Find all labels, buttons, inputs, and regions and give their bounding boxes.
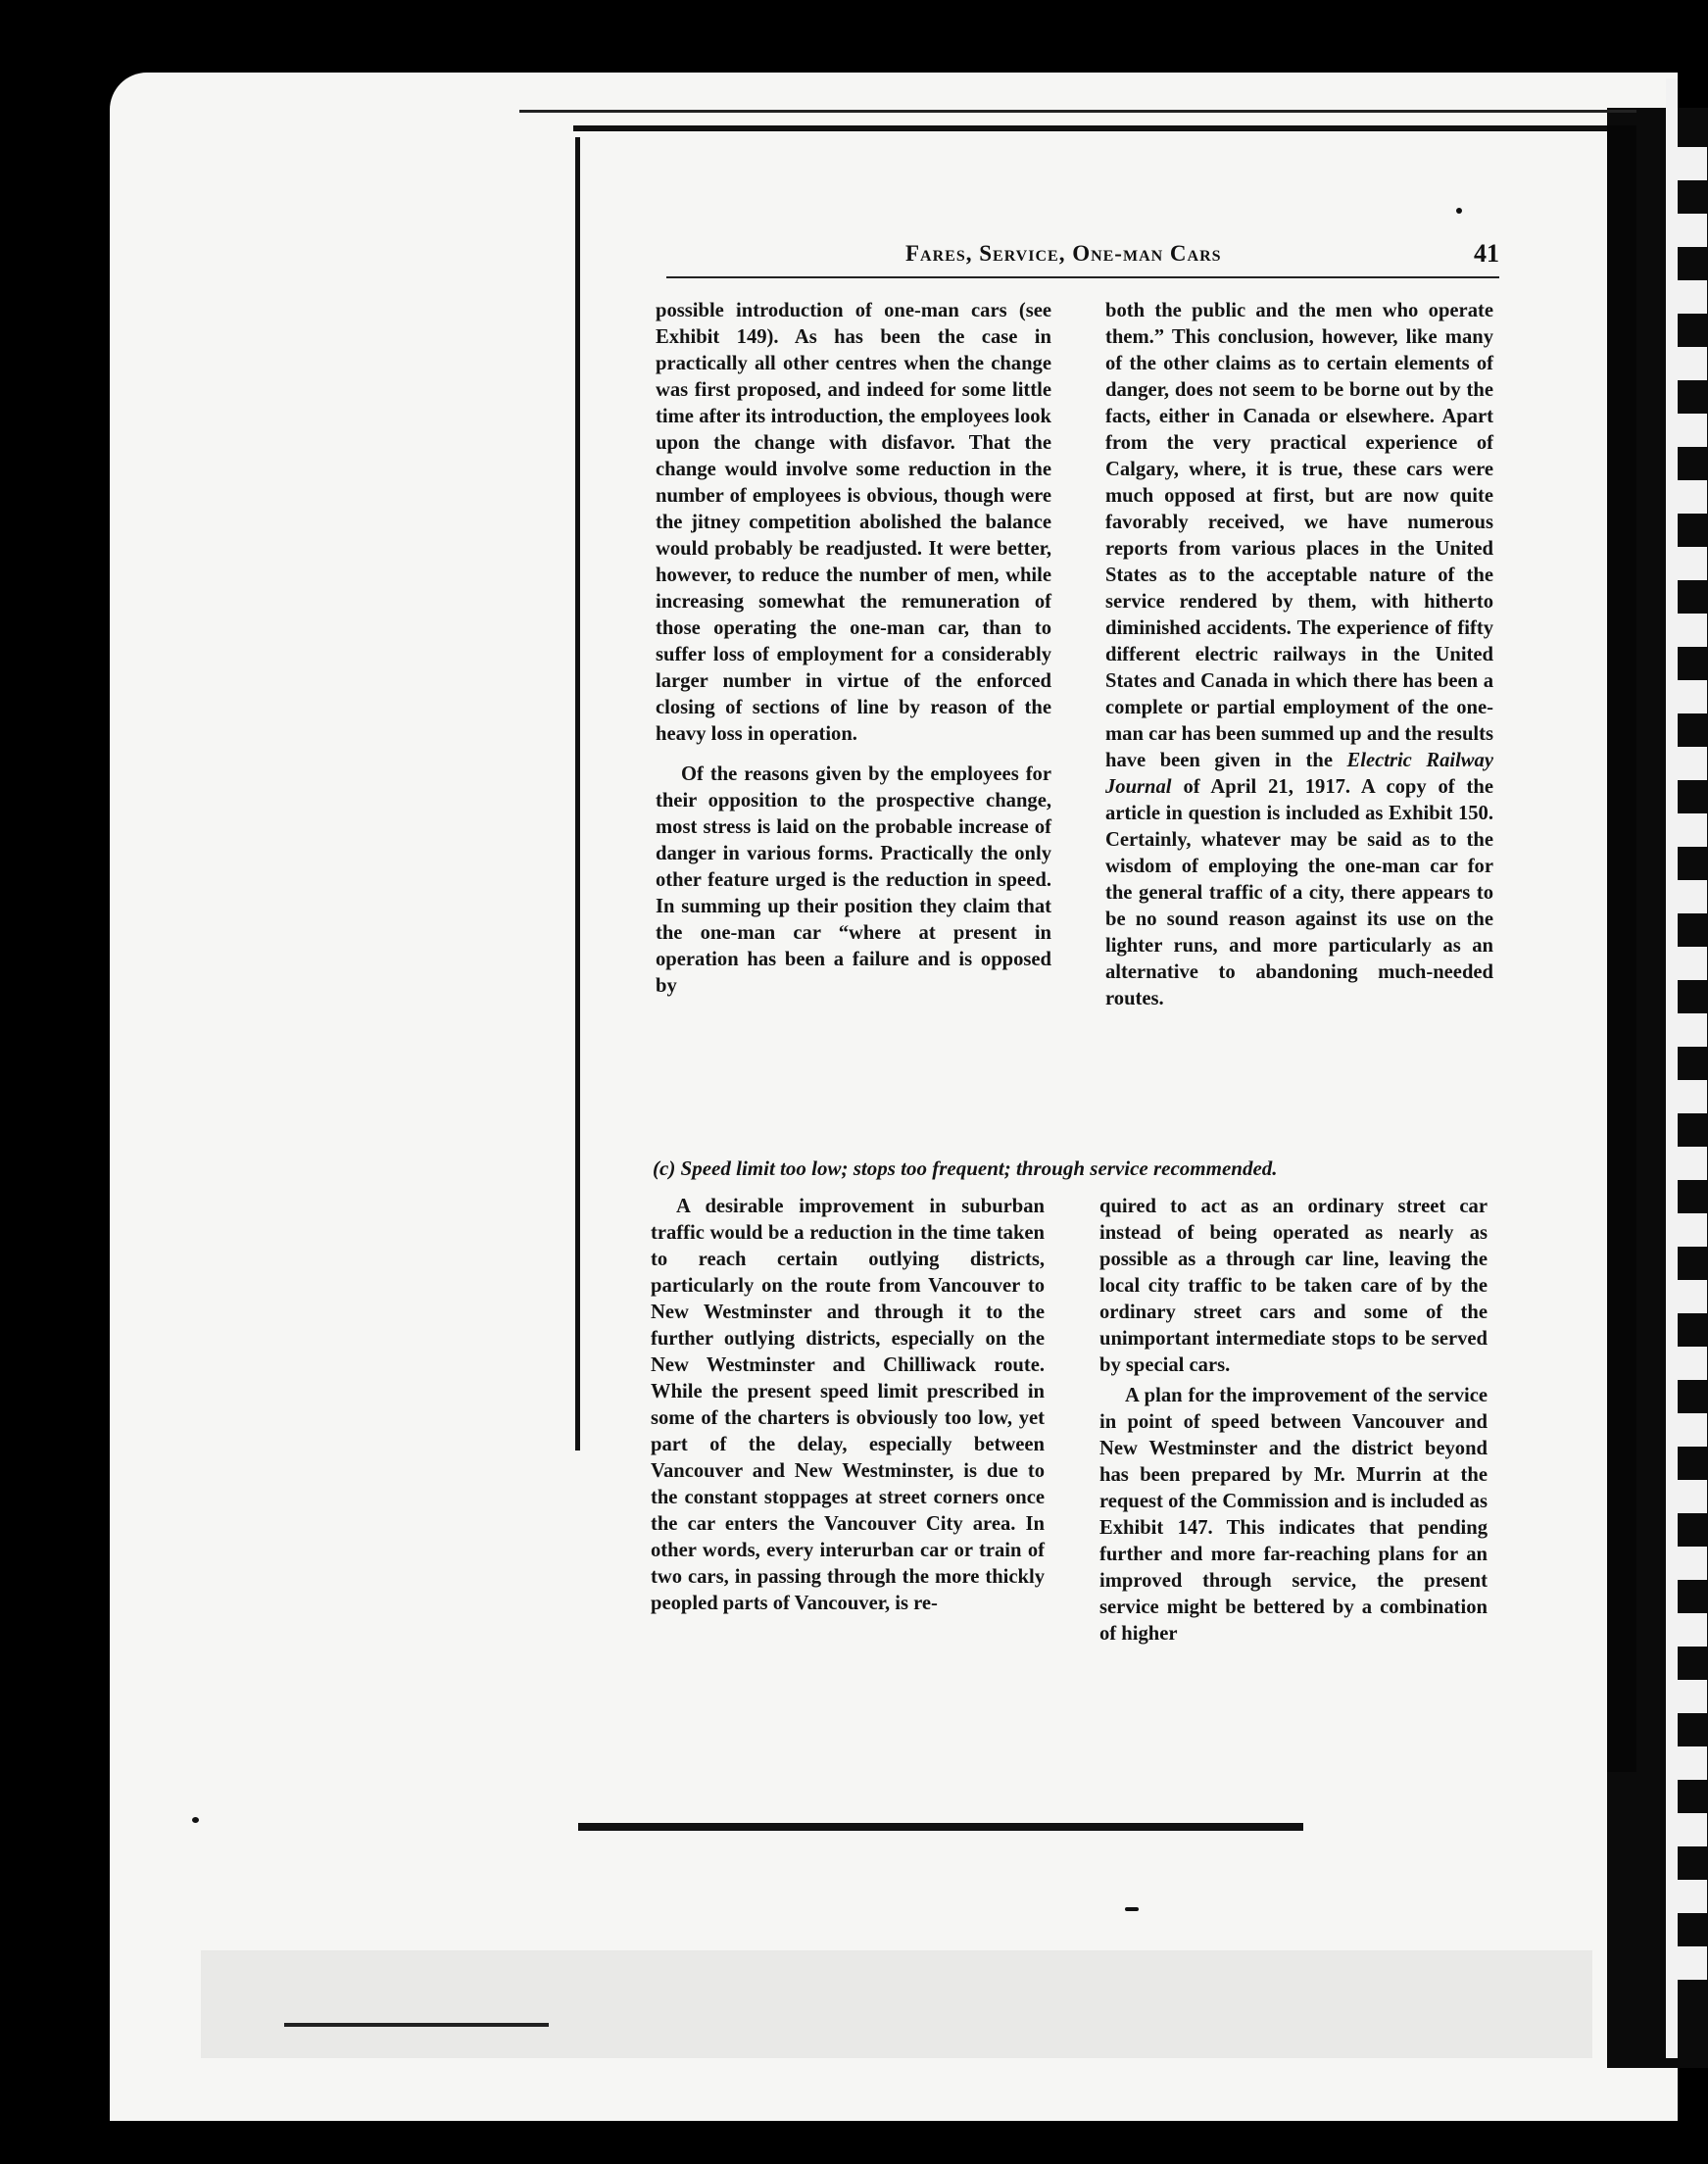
paragraph: A plan for the improvement of the service in point of speed between Vancouver and New Westminster and the district beyond has been prepared by Mr. Murrin at the request of the Commission and is included as Exhibit 147. This indicates that pending further and more far-reaching plans for an improved through service, the present service might be bettered by a combination of higher (1099, 1385, 1488, 1645)
lower-right-column (1099, 1194, 1488, 1648)
page-number: 41 (1474, 239, 1499, 268)
spine-tab (1672, 414, 1707, 447)
spine-tab (1672, 1613, 1707, 1647)
spine-tab (1672, 1680, 1707, 1713)
scan-speck (1456, 208, 1462, 214)
spine-tab (1672, 1147, 1707, 1180)
scan-rule-left (575, 137, 580, 1451)
lower-left-column (651, 1194, 1045, 1617)
scan-speck (192, 1817, 199, 1823)
page-lower-edge (201, 1950, 1592, 2058)
spine-tab (1672, 614, 1707, 647)
spine-tab (1672, 1080, 1707, 1113)
scan-rule-right (1607, 125, 1636, 1772)
spine-tab (1672, 1013, 1707, 1047)
paragraph-text: both the public and the men who operate them.” This conclusion, however, like many of the other claims as to certain elements of danger, does not seem to be borne out by the facts, either in Canada or elsewhere. Apart from the very practical experience of Calgary, where, it is true, these cars were much opposed at first, but are now quite favorably received, we have numerous reports from various places in the United States as to the acceptable nature of the service rendered by them, with hitherto diminished accidents. The experience of fifty different electric railways in the United States and Canada in which there has been a complete or partial employment of the one-man car has been summed up and the results have been given in the (1105, 300, 1493, 771)
paragraph-text: of April 21, 1917. A copy of the article in question is included as Exhibit 150. Certainly, whatever may be said as to the wisdom of employing the one-man car for the general traffic of a city, there appears to be no sound reason against its use on the lighter runs, and more particularly as an alternative to abandoning much-needed routes. (1105, 776, 1494, 1009)
spine-tab (1672, 280, 1707, 314)
journal-title: Electric Railway Journal (1105, 750, 1493, 798)
section-heading: (c) Speed limit too low; stops too frequent; through service recommended. (653, 1156, 1278, 1180)
scan-rule-bottom-outer (284, 2023, 549, 2027)
spine-tab (1672, 880, 1707, 913)
spine-tab (1672, 480, 1707, 514)
spine-tab (1672, 1880, 1707, 1913)
paragraph: Of the reasons given by the employees for their opposition to the prospective change, most stress is laid on the probable increase of danger in various forms. Practically the only other feature urged is the reduction in speed. In summing up their position they claim that the one-man car “where at present in operation has been a failure and is opposed by (656, 763, 1051, 997)
page-header (666, 239, 1499, 278)
spine-tab (1672, 347, 1707, 380)
running-head: Fares, Service, One-man Cars (905, 241, 1222, 266)
spine-tab (1672, 214, 1707, 247)
paragraph: quired to act as an ordinary street car instead of being operated as nearly as possible as a through car line, leaving the local city traffic to be taken care of by the ordinary street cars and some of the unimportant intermediate stops to be served by special cars. (1099, 1196, 1488, 1376)
spine-tab (1672, 680, 1707, 713)
upper-right-column (1105, 298, 1493, 1012)
scan-speck (1125, 1907, 1139, 1911)
scan-rule-top (573, 125, 1636, 131)
spine-tab (1672, 1413, 1707, 1447)
spine-tab (1672, 1480, 1707, 1513)
upper-left-column (656, 298, 1051, 1000)
paragraph (1105, 298, 1493, 1012)
paragraph: A desirable improvement in suburban traffic would be a reduction in the time taken to reach certain outlying districts, particularly on the route from Vancouver to New Westminster and through it to the further outlying districts, especially on the New Westminster and Chilliwack route. While the present speed limit prescribed in some of the charters is obviously too low, yet part of the delay, especially between Vancouver and New Westminster, is due to the constant stoppages at street corners once the car enters the Vancouver City area. In other words, every interurban car or train of two cars, in passing through the more thickly peopled parts of Vancouver, is re- (651, 1196, 1045, 1614)
spine-tab (1672, 1813, 1707, 1846)
spine-tab (1672, 1347, 1707, 1380)
spine-tab (1672, 1213, 1707, 1247)
spine-tab (1672, 947, 1707, 980)
spine-tab (1672, 1280, 1707, 1313)
spine-tab (1672, 1547, 1707, 1580)
spine-tab (1672, 1946, 1707, 1980)
spine-tab (1672, 1746, 1707, 1780)
paragraph: possible introduction of one-man cars (see Exhibit 149). As has been the case in practically all other centres when the change was first proposed, and indeed for some little time after its introduction, the employees look upon the change with disfavor. That the change would involve some reduction in the number of employees is obvious, though were the jitney competition abolished the balance would probably be readjusted. It were better, however, to reduce the number of men, while increasing somewhat the remuneration of those operating the one-man car, than to suffer loss of employment for a considerably larger number in virtue of the enforced closing of sections of line by reason of the heavy loss in operation. (656, 300, 1051, 745)
spine-tab (1672, 813, 1707, 847)
scan-rule-top-outer (519, 110, 1636, 113)
spine-tab (1672, 747, 1707, 780)
scan-rule-bottom (578, 1823, 1303, 1831)
spine-tab (1672, 547, 1707, 580)
spine-tab (1672, 147, 1707, 180)
